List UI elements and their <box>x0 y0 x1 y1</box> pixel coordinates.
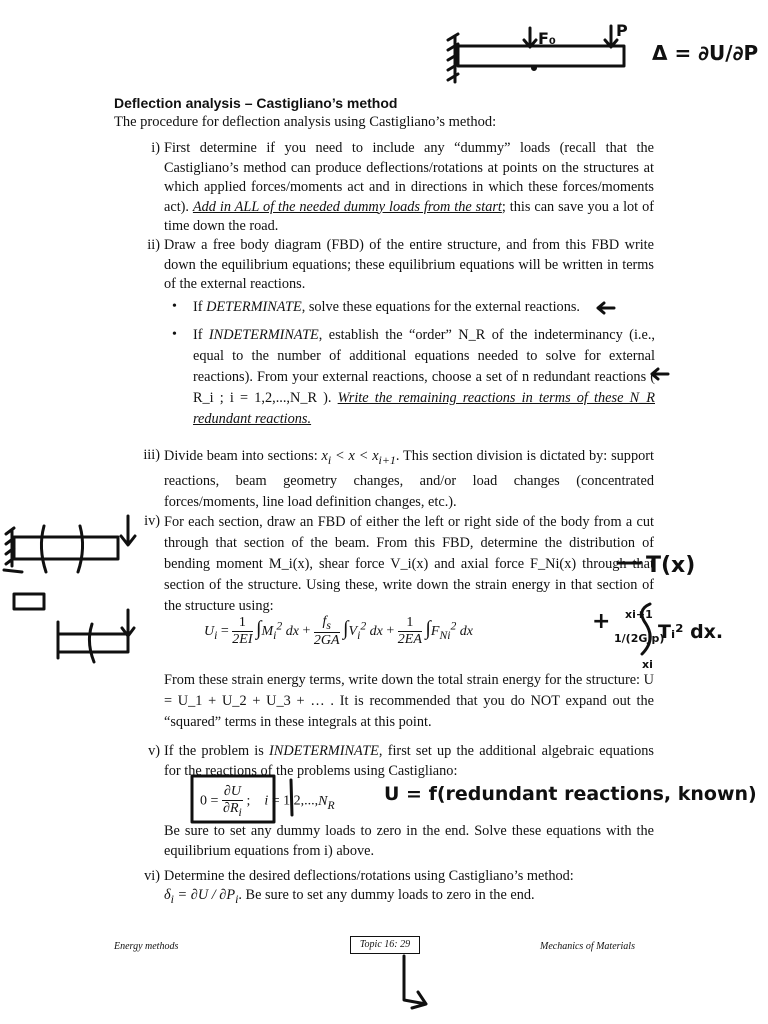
item-4-text: For each section, draw an FBD of either the left or right side of the body from a cut through that section of the beam. From this FBD, determine the distribution of bending moment M_i(x), shear force V_i(x) and axial force F_Ni(x) through that section of the structure. Using these, write down the strain energy in that section of the structure using: <box>164 514 654 614</box>
beam-sketch-top <box>448 26 624 82</box>
item-2-number: ii) <box>147 237 160 253</box>
hw-arrow-down <box>404 956 426 1008</box>
section-heading: Deflection analysis – Castigliano’s method <box>114 95 398 111</box>
bullet-dot-2: • <box>172 327 177 342</box>
hw-delta-formula: Δ = ∂U/∂P <box>652 41 759 65</box>
bullet-indeterminate: If INDETERMINATE, establish the “order” N_R of the indeterminancy (i.e., equal to the number of additional equations needed to solve for external reactions). From your external reactions, choose a set of n redundant reactions ( R_i ; i = 1,2,...,N_R ). Write the remaining reactions in terms of these N_R redundant reactions. <box>193 327 655 427</box>
intro-text: The procedure for deflection analysis using Castigliano’s method: <box>114 114 497 130</box>
item-3-number: iii) <box>143 447 160 463</box>
hw-torsion-upper-limit: xi+1 <box>625 608 653 621</box>
section-inequality: $x_i < x < x_{i+1}$ <box>321 448 396 467</box>
item-1-number: i) <box>151 140 160 156</box>
item-6-text: Determine the desired deflections/rotations using Castigliano’s method: <box>164 868 574 884</box>
footer-topic-box: Topic 16: 29 <box>350 936 420 954</box>
footer-right: Mechanics of Materials <box>540 941 635 952</box>
hw-torsion-fraction: 1/(2GJp) <box>614 632 665 645</box>
item-5-after: Be sure to set any dummy loads to zero in the end. Solve these equations with the equilibrium equations from i) above. <box>164 823 654 859</box>
hw-load-f0: F₀ <box>538 29 556 48</box>
item-5-number: v) <box>148 743 160 759</box>
bullet-determinate: If DETERMINATE, solve these equations for the external reactions. <box>193 299 580 315</box>
hw-load-p: P <box>616 21 628 40</box>
bullet-dot-1: • <box>172 299 177 314</box>
hw-torque-note: T(x) <box>646 553 696 578</box>
strain-energy-equation: $U_i$ = $\frac{1}{2EI}$ $\int M_i^2$ dx + $\frac{f_s}{2GA}$ $\int V_i^2$ dx + $\frac{1}{2EA}$ $\int F_{Ni}^2$ dx <box>204 614 473 648</box>
hw-torsion-lower-limit: xi <box>642 658 653 671</box>
item-4-number: iv) <box>144 513 160 529</box>
item-6-number: vi) <box>144 868 160 884</box>
hw-plus-sign: + <box>592 609 611 634</box>
footer-left: Energy methods <box>114 941 179 952</box>
item-1-text: First determine if you need to include any “dummy” loads (recall that the Castigliano’s method can produce deflections/rotations at points on the structures at which applied forces/moments act and in directions in which these forces/moments act). Add in ALL of the needed dummy loads from the start; this can save you a lot of time down the road. <box>164 140 654 234</box>
item-3-text: Divide beam into sections: $x_i < x < x_{i+1}$. This section division is dictated by: support reactions, beam geometry changes, and/or load changes (concentrated forces/moments, line load definition changes, etc.). <box>164 448 654 510</box>
item-2-text: Draw a free body diagram (FBD) of the entire structure, and from this FBD write down the equilibrium equations; these equilibrium equations will be written in terms of the external reactions. <box>164 237 654 292</box>
section-sketch-2 <box>14 594 44 609</box>
item-6-after-line: $\delta_i = \partial U / \partial P_i$. Be sure to set any dummy loads to zero in the end. <box>164 887 535 906</box>
hw-redundant-note: U = f(redundant reactions, known) <box>384 783 757 805</box>
item-4-after: From these strain energy terms, write down the total strain energy for the structure: U = U_1 + U_2 + U_3 + … . It is recommended that you do NOT expand out the “squared” terms in these integrals at this point. <box>164 672 654 730</box>
castigliano-equation: 0 = $\frac{\partial U}{\partial R_i}$ ; $i = 1,2,...,N_R$ <box>200 784 335 819</box>
section-sketch-3 <box>58 610 134 662</box>
deflection-formula: $\delta_i = \partial U / \partial P_i$ <box>164 887 239 906</box>
hw-torsion-integrand: Tᵢ² dx. <box>658 621 724 643</box>
item-5-text: If the problem is INDETERMINATE, first set up the additional algebraic equations for the reactions of the problems using Castigliano: <box>164 743 655 779</box>
